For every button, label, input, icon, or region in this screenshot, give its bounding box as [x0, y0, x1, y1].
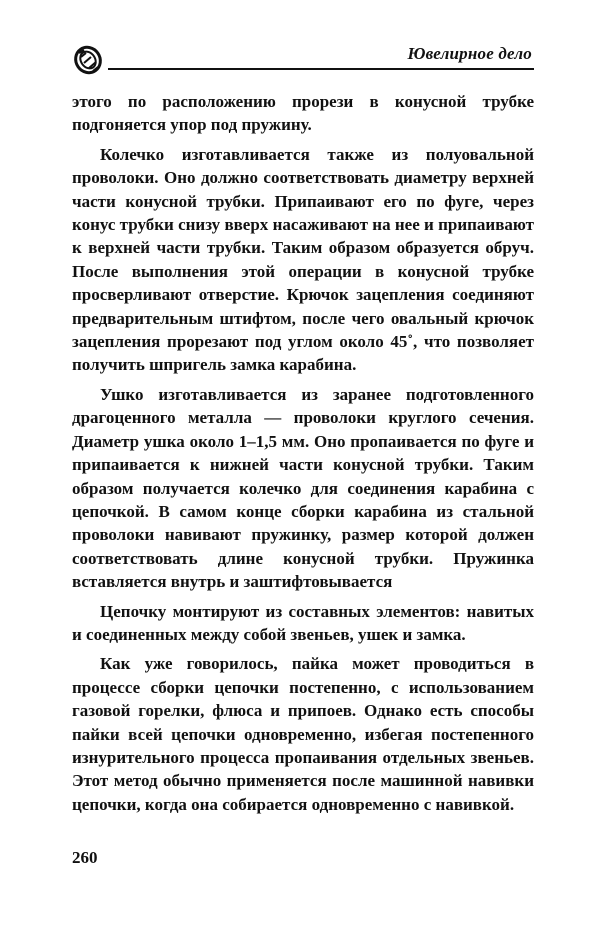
paragraph-5: Как уже говорилось, пайка может проводиться в процессе сборки цепочки постепенно, с использованием газовой горелки, флюса и припоев. Однако есть способы пайки всей цепочки одновременно, избегая постепенного изнурительного процесса пропаивания отдельных звеньев. Этот метод обычно применяется после машинной навивки цепочки, когда она собирается одновременно с навивкой. [72, 654, 534, 814]
paragraph-2: Колечко изготавливается также из полуовальной проволоки. Оно должно соответствовать диаметру верхней части конусной трубки. Припаивают его по фуге, через конус трубки снизу вверх насаживают на нее и припаивают к верхней части трубки. Таким образом образуется обруч. После выполнения этой операции в конусной трубке просверливают отверстие. Крючок зацепления соединяют предварительным штифтом, после чего овальный крючок зацепления прорезают под углом около 45˚, что позволяет получить шпригель замка карабина. [72, 144, 534, 375]
page-number: 260 [72, 848, 98, 867]
paragraph-4: Цепочку монтируют из составных элементов: навитых и соединенных между собой звеньев, ушек и замка. [72, 601, 534, 644]
body-text [72, 90, 534, 822]
ring-icon [72, 44, 104, 76]
running-header [72, 44, 534, 74]
header-title: Ювелирное дело [407, 44, 532, 63]
header-rule [108, 68, 534, 70]
paragraph-1: этого по расположению прорези в конусной трубке подгоняется упор под пружину. [72, 92, 534, 135]
paragraph-3: Ушко изготавливается из заранее подготовленного драгоценного металла — проволоки круглого сечения. Диаметр ушка около 1–1,5 мм. Оно пропаивается по фуге и припаивается к нижней части конусной трубки. Таким образом получается колечко для соединения карабина с цепочкой. В самом конце сборки карабина из стальной проволоки навивают пружинку, размер которой должен соответствовать длине конусной трубки. Пружинка вставляется внутрь и заштифтовывается [72, 384, 534, 592]
